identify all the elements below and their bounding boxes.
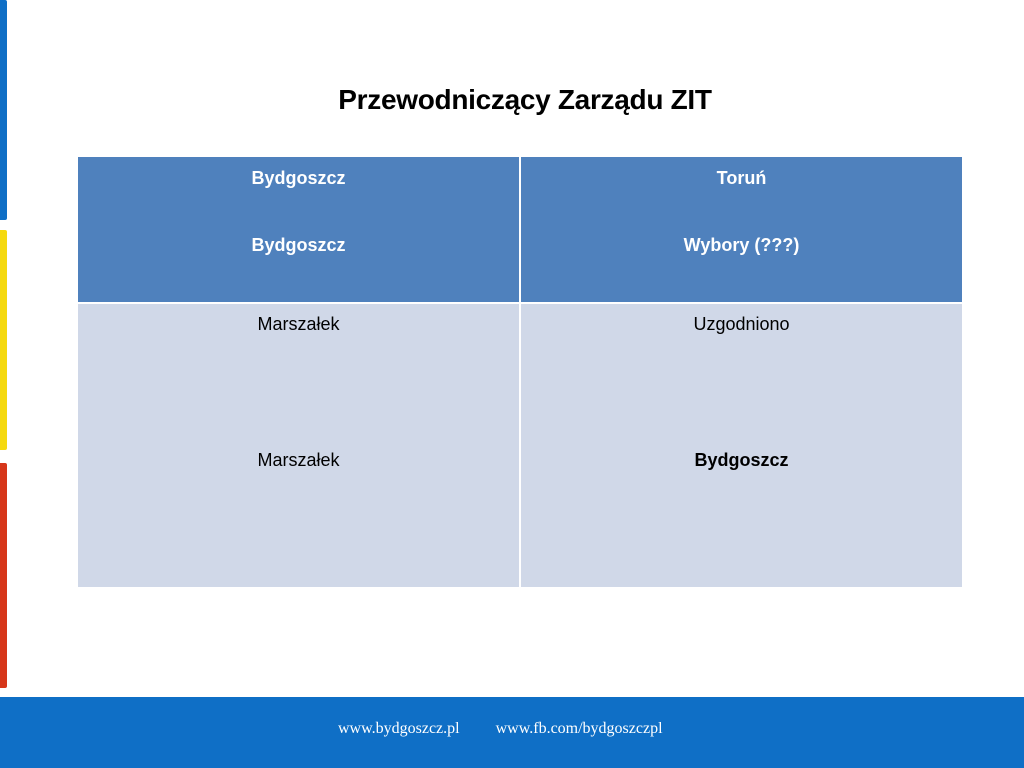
body-cell-line: Uzgodniono xyxy=(693,314,790,334)
body-cell-line-bold: Bydgoszcz xyxy=(694,450,789,470)
footer-link-facebook[interactable]: www.fb.com/bydgoszczpl xyxy=(495,720,663,737)
header-cell-line: Bydgoszcz xyxy=(251,235,346,255)
body-cell-left xyxy=(77,303,520,588)
body-cell-line: Marszałek xyxy=(257,450,340,470)
table-header-row xyxy=(77,156,963,303)
header-cell-line: Toruń xyxy=(716,168,767,188)
side-accent-bar-red xyxy=(0,463,7,688)
footer-bar xyxy=(0,697,1024,768)
table-row xyxy=(77,303,963,588)
header-cell-bydgoszcz xyxy=(77,156,520,303)
slide-title: Przewodniczący Zarządu ZIT xyxy=(338,84,712,115)
header-cell-line: Bydgoszcz xyxy=(251,168,346,188)
body-cell-right xyxy=(520,303,963,588)
footer-links xyxy=(338,720,663,738)
footer-link-website[interactable]: www.bydgoszcz.pl xyxy=(338,720,460,737)
side-accent-bar-yellow xyxy=(0,230,7,450)
header-cell-line: Wybory (???) xyxy=(683,235,800,255)
body-cell-line: Marszałek xyxy=(257,314,340,334)
header-cell-torun xyxy=(520,156,963,303)
zit-table xyxy=(76,155,964,589)
